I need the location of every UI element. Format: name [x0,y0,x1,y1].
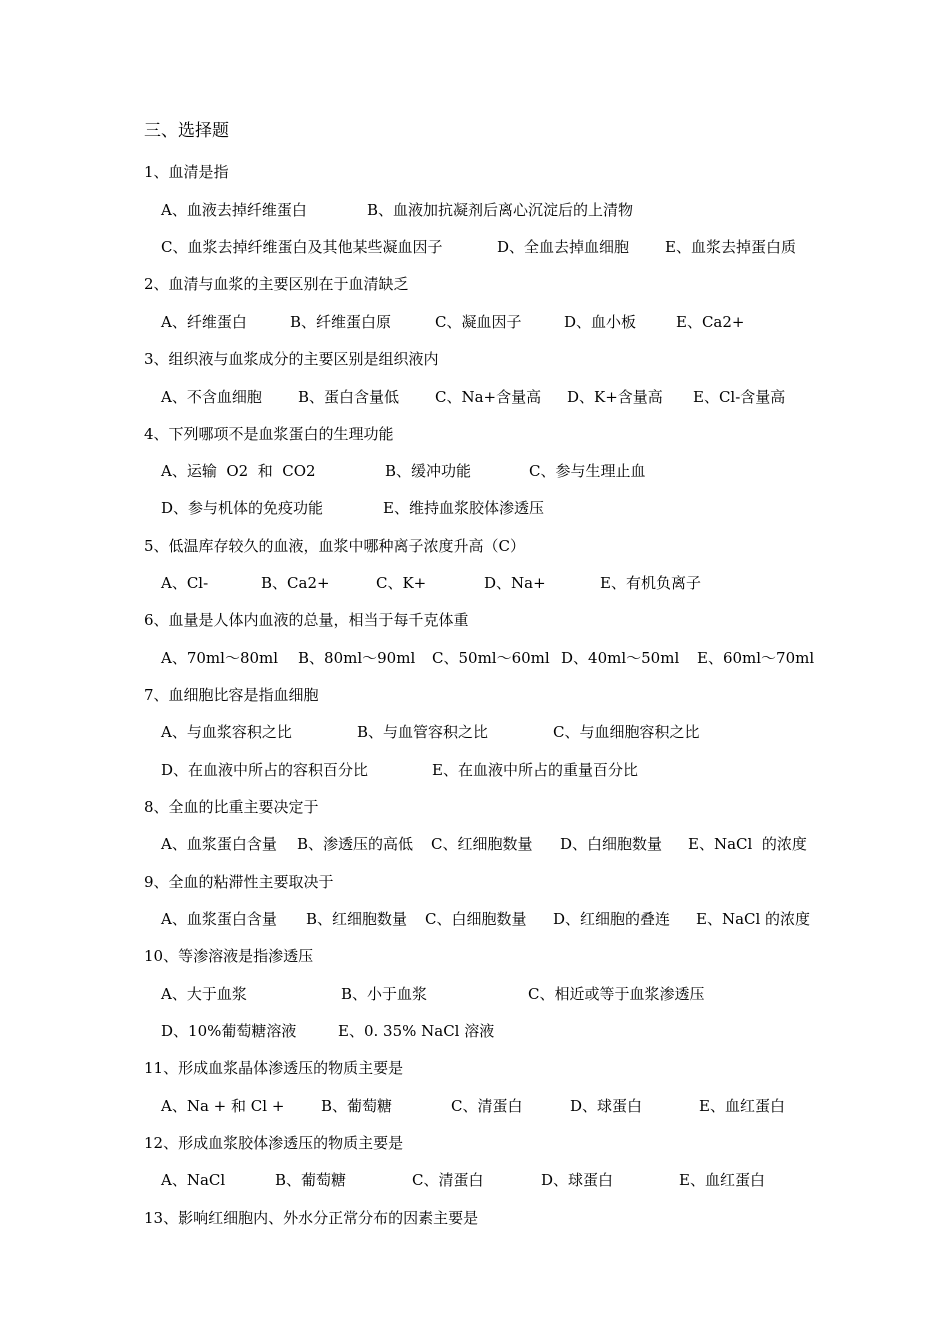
q12-option-a: A、NaCl [161,1171,226,1189]
q9-option-e: E、NaCl 的浓度 [696,910,811,928]
q5-option-a: A、Cl- [161,574,209,592]
q12-option-d: D、球蛋白 [541,1171,614,1189]
q7-option-c: C、与血细胞容积之比 [553,723,700,741]
question-13-stem: 13、影响红细胞内、外水分正常分布的因素主要是 [144,1209,479,1227]
question-10-stem: 10、等渗溶液是指渗透压 [144,947,314,965]
q3-option-e: E、Cl-含量高 [693,388,786,406]
q8-option-d: D、白细胞数量 [560,835,663,853]
q2-option-a: A、纤维蛋白 [161,313,247,331]
q6-option-e: E、60ml～70ml [697,649,815,667]
q10-option-b: B、小于血浆 [341,985,428,1003]
q6-option-c: C、50ml～60ml [432,649,550,667]
q9-option-d: D、红细胞的叠连 [553,910,671,928]
q4-option-c: C、参与生理止血 [529,462,646,480]
q8-option-b: B、渗透压的高低 [297,835,414,853]
q6-option-d: D、40ml～50ml [561,649,680,667]
q4-option-e: E、维持血浆胶体渗透压 [383,499,544,517]
q10-option-c: C、相近或等于血浆渗透压 [528,985,705,1003]
q8-option-c: C、红细胞数量 [431,835,533,853]
q7-option-e: E、在血液中所占的重量百分比 [432,761,638,779]
q7-option-b: B、与血管容积之比 [357,723,489,741]
question-4-stem: 4、下列哪项不是血浆蛋白的生理功能 [144,425,394,443]
q4-option-a: A、运输 O2 和 CO2 [161,462,316,480]
question-6-stem: 6、血量是人体内血液的总量，相当于每千克体重 [144,611,469,629]
q11-option-b: B、葡萄糖 [321,1097,393,1115]
question-11-stem: 11、形成血浆晶体渗透压的物质主要是 [144,1059,404,1077]
q6-option-b: B、80ml～90ml [298,649,416,667]
q8-option-a: A、血浆蛋白含量 [161,835,277,853]
q3-option-c: C、Na+含量高 [435,388,542,406]
q3-option-d: D、K+含量高 [567,388,663,406]
q11-option-e: E、血红蛋白 [699,1097,785,1115]
q4-option-d: D、参与机体的免疫功能 [161,499,324,517]
q2-option-d: D、血小板 [564,313,637,331]
q3-option-a: A、不含血细胞 [161,388,262,406]
question-2-stem: 2、血清与血浆的主要区别在于血清缺乏 [144,275,409,293]
question-7-stem: 7、血细胞比容是指血细胞 [144,686,319,704]
q1-option-b: B、血液加抗凝剂后离心沉淀后的上清物 [367,201,634,219]
q7-option-d: D、在血液中所占的容积百分比 [161,761,369,779]
q9-option-a: A、血浆蛋白含量 [161,910,277,928]
q10-option-e: E、0. 35% NaCl 溶液 [338,1022,495,1040]
q12-option-c: C、清蛋白 [412,1171,484,1189]
q1-option-c: C、血浆去掉纤维蛋白及其他某些凝血因子 [161,238,443,256]
q9-option-c: C、白细胞数量 [425,910,527,928]
question-1-stem: 1、血清是指 [144,163,229,181]
q2-option-e: E、Ca2+ [676,313,745,331]
q5-option-e: E、有机负离子 [600,574,701,592]
q1-option-d: D、全血去掉血细胞 [497,238,630,256]
question-12-stem: 12、形成血浆胶体渗透压的物质主要是 [144,1134,404,1152]
q1-option-a: A、血液去掉纤维蛋白 [161,201,307,219]
question-3-stem: 3、组织液与血浆成分的主要区别是组织液内 [144,350,439,368]
q11-option-c: C、清蛋白 [451,1097,523,1115]
q11-option-d: D、球蛋白 [570,1097,643,1115]
q12-option-b: B、葡萄糖 [275,1171,347,1189]
question-5-stem: 5、低温库存较久的血液，血浆中哪种离子浓度升高（C） [144,537,526,555]
q12-option-e: E、血红蛋白 [679,1171,765,1189]
q5-option-b: B、Ca2+ [261,574,330,592]
q2-option-c: C、凝血因子 [435,313,522,331]
q4-option-b: B、缓冲功能 [385,462,472,480]
q2-option-b: B、纤维蛋白原 [290,313,392,331]
question-9-stem: 9、全血的粘滞性主要取决于 [144,873,334,891]
q9-option-b: B、红细胞数量 [306,910,408,928]
q1-option-e: E、血浆去掉蛋白质 [665,238,796,256]
q3-option-b: B、蛋白含量低 [298,388,400,406]
question-8-stem: 8、全血的比重主要决定于 [144,798,319,816]
q10-option-a: A、大于血浆 [161,985,247,1003]
q5-option-d: D、Na+ [484,574,546,592]
section-title: 三、选择题 [144,121,229,141]
q5-option-c: C、K+ [376,574,427,592]
q6-option-a: A、70ml～80ml [161,649,279,667]
q11-option-a: A、Na + 和 Cl + [161,1097,285,1115]
q10-option-d: D、10%葡萄糖溶液 [161,1022,297,1040]
q8-option-e: E、NaCl 的浓度 [688,835,807,853]
q7-option-a: A、与血浆容积之比 [161,723,292,741]
